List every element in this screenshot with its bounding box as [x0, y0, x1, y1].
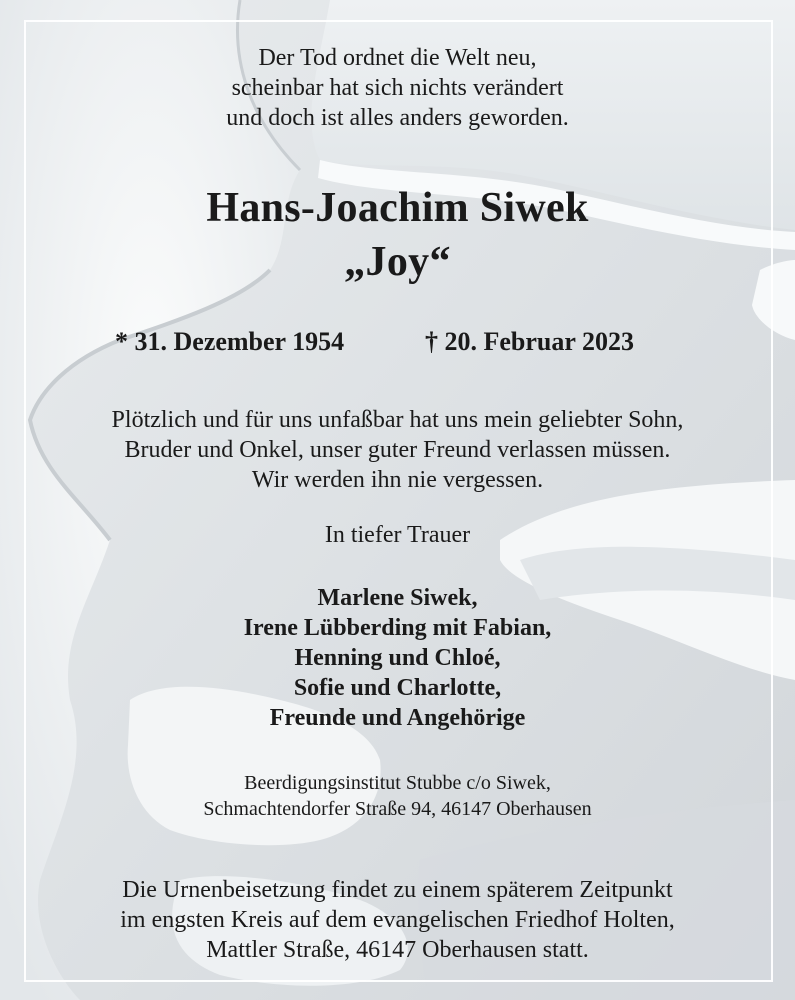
burial-notice-line-3: Mattler Straße, 46147 Oberhausen statt.: [206, 937, 589, 963]
birth-date: * 31. Dezember 1954: [115, 327, 345, 356]
mourner-5: Freunde und Angehörige: [269, 705, 526, 731]
mourner-2: Irene Lübberding mit Fabian,: [243, 615, 552, 641]
mourner-4: Sofie und Charlotte,: [293, 675, 502, 701]
contact-address-line-1: Beerdigungsinstitut Stubbe c/o Siwek,: [244, 772, 551, 794]
death-date: † 20. Februar 2023: [425, 327, 634, 356]
burial-notice-line-1: Die Urnenbeisetzung findet zu einem späterem Zeitpunkt: [122, 877, 673, 903]
burial-notice-line-2: im engsten Kreis auf dem evangelischen Friedhof Holten,: [120, 907, 675, 933]
announcement-line-3: Wir werden ihn nie vergessen.: [251, 467, 544, 493]
mourner-3: Henning und Chloé,: [294, 645, 501, 671]
motto-line-2: scheinbar hat sich nichts verändert: [231, 75, 564, 101]
mourner-1: Marlene Siwek,: [317, 585, 478, 611]
mourning-phrase: In tiefer Trauer: [324, 522, 471, 548]
motto-line-1: Der Tod ordnet die Welt neu,: [258, 45, 537, 71]
deceased-nickname: „Joy“: [344, 239, 451, 285]
motto-line-3: und doch ist alles anders geworden.: [226, 105, 569, 131]
contact-address-line-2: Schmachtendorfer Straße 94, 46147 Oberhausen: [203, 798, 592, 820]
deceased-name: Hans-Joachim Siwek: [206, 185, 589, 231]
announcement-line-1: Plötzlich und für uns unfaßbar hat uns mein geliebter Sohn,: [111, 407, 684, 433]
announcement-line-2: Bruder und Onkel, unser guter Freund verlassen müssen.: [124, 437, 671, 463]
